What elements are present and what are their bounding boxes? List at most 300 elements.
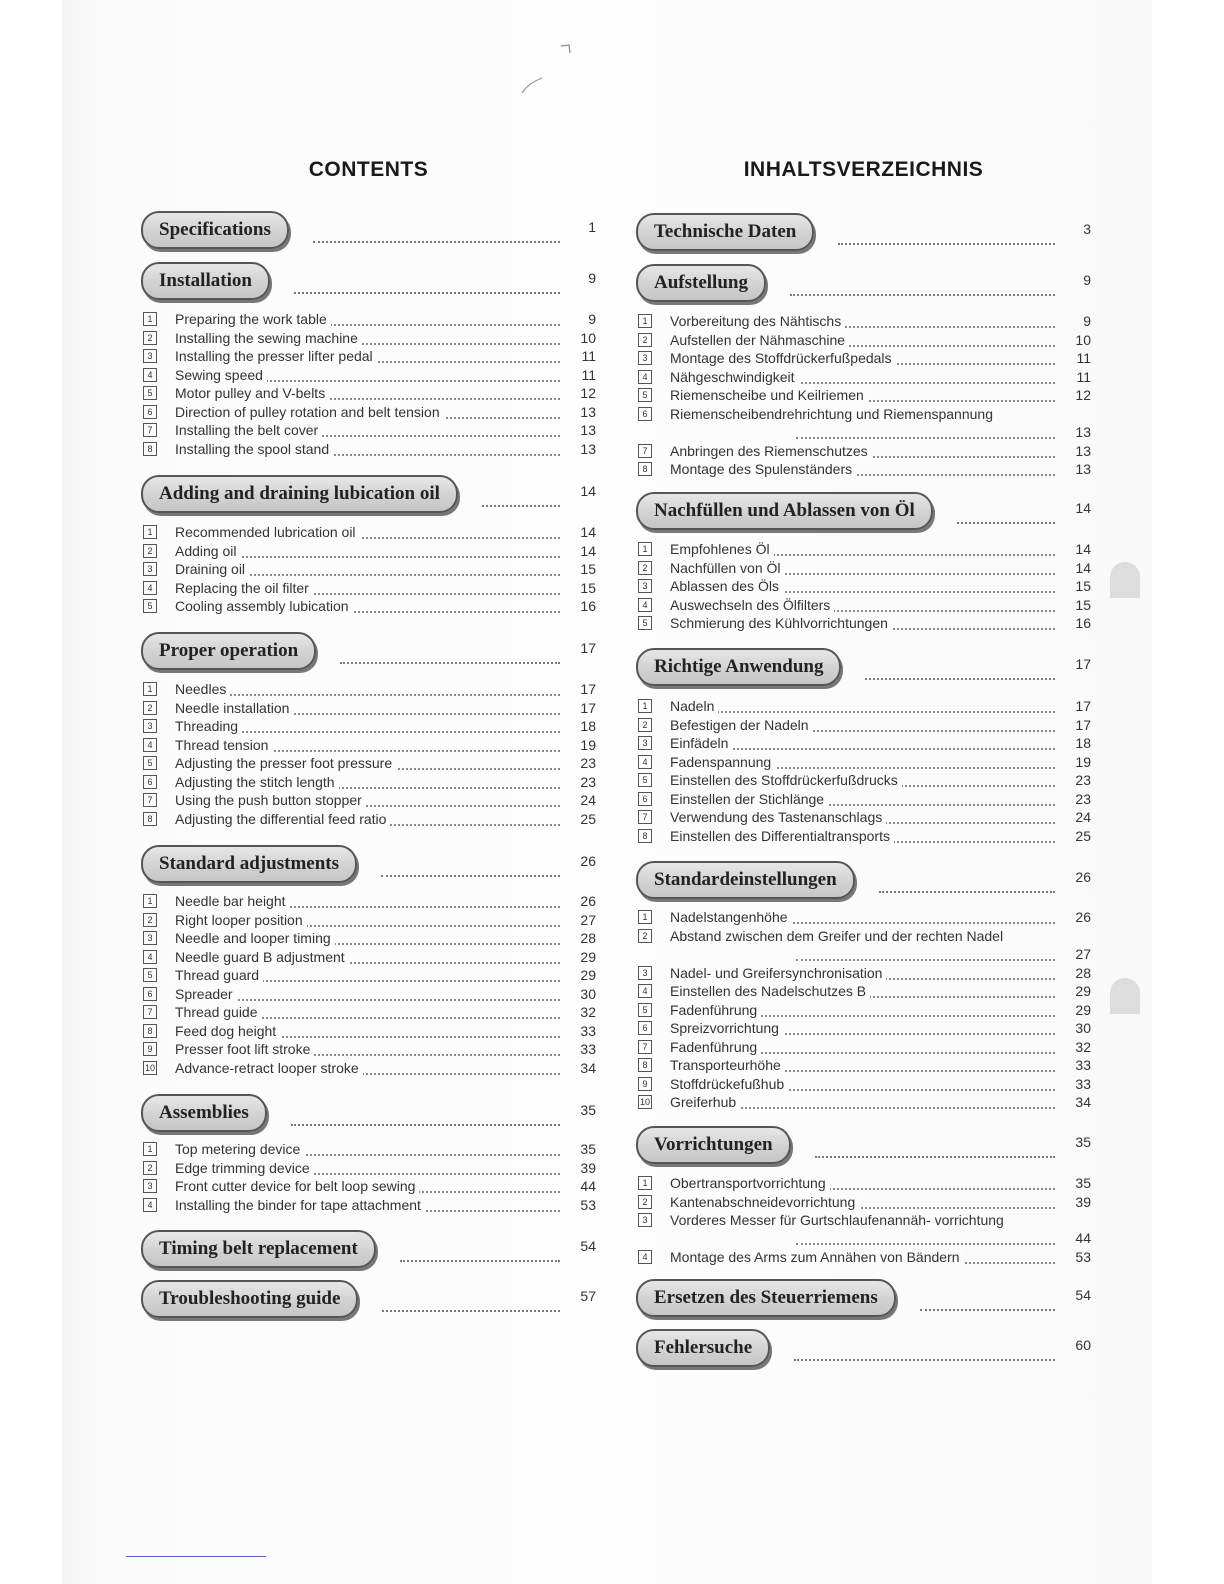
entry-title-text: Installing the binder for tape attachment — [175, 1197, 425, 1213]
toc-entry[interactable] — [141, 1140, 596, 1158]
entry-number-box: 4 — [638, 370, 652, 384]
entry-title — [175, 736, 272, 754]
leader-dots — [879, 867, 1055, 893]
toc-entry[interactable] — [141, 699, 596, 717]
entry-page-number: 11 — [1076, 368, 1091, 385]
entry-number-box: 1 — [638, 542, 652, 556]
entry-page-number: 26 — [580, 893, 596, 909]
entry-title-text: Thread guard — [175, 967, 263, 983]
toc-entry[interactable] — [636, 1093, 1091, 1111]
entry-number-box: 5 — [638, 773, 652, 787]
toc-entry[interactable] — [141, 1022, 596, 1040]
entry-page-number: 18 — [1075, 735, 1091, 751]
entry-page-number: 9 — [588, 311, 596, 327]
leader-dots — [382, 1286, 560, 1312]
entry-number-box: 6 — [638, 407, 652, 421]
toc-entry[interactable] — [141, 791, 596, 809]
section-title: Technische Daten — [636, 213, 814, 251]
toc-entry[interactable] — [636, 540, 1091, 558]
entry-page-number: 30 — [1075, 1020, 1091, 1036]
entry-number-box: 1 — [638, 910, 652, 924]
entry-title — [175, 366, 267, 384]
toc-entry[interactable] — [141, 347, 596, 365]
toc-entry[interactable] — [636, 753, 1091, 771]
entry-number-box: 10 — [144, 1062, 155, 1073]
entry-title — [175, 966, 263, 984]
entry-title-text: Motor pulley and V-belts — [175, 385, 329, 401]
entry-page-number: 15 — [1075, 578, 1091, 594]
entry-title — [670, 790, 828, 808]
entry-page-number: 11 — [581, 366, 596, 383]
entry-number-box: 3 — [638, 579, 652, 593]
toc-entry[interactable] — [141, 717, 596, 735]
entry-title — [175, 310, 331, 328]
entry-number-box: 5 — [638, 388, 652, 402]
entry-number-box: 8 — [638, 1058, 652, 1072]
section-page-number: 35 — [580, 1102, 596, 1118]
toc-entry[interactable] — [636, 790, 1091, 808]
entry-title — [670, 716, 813, 734]
entry-title — [175, 347, 377, 365]
entry-title — [175, 985, 237, 1003]
entry-title — [175, 1159, 314, 1177]
entry-title-text: Presser foot lift stroke — [175, 1041, 314, 1057]
entry-title-text: Replacing the oil filter — [175, 580, 313, 596]
entry-title-text: Ablassen des Öls — [670, 578, 783, 594]
entry-number-box: 6 — [638, 1021, 652, 1035]
entry-title — [670, 1056, 785, 1074]
toc-entry[interactable] — [636, 927, 1091, 963]
entry-title-text: Einstellen der Stichlänge — [670, 791, 828, 807]
entry-page-number: 13 — [1075, 423, 1091, 440]
entry-title — [670, 1248, 964, 1266]
entry-title — [175, 892, 290, 910]
entry-title-text: Greiferhub — [670, 1094, 740, 1110]
toc-entry[interactable] — [141, 560, 596, 578]
section-heading[interactable] — [141, 1230, 596, 1270]
entry-page-number: 10 — [580, 329, 596, 346]
section-heading[interactable] — [636, 1126, 1091, 1166]
entry-title — [670, 697, 718, 715]
toc-entry[interactable] — [636, 1056, 1091, 1074]
entry-title — [670, 614, 892, 632]
leader-dots — [920, 1285, 1055, 1311]
toc-entry[interactable] — [141, 366, 596, 384]
entry-page-number: 32 — [580, 1004, 596, 1020]
entry-page-number: 33 — [580, 1022, 596, 1039]
toc-entry[interactable] — [141, 523, 596, 541]
entry-page-number: 14 — [580, 524, 596, 540]
section-heading[interactable] — [141, 632, 596, 672]
entry-page-number: 33 — [1075, 1075, 1091, 1092]
entry-title — [670, 1038, 761, 1056]
entry-title — [670, 1093, 740, 1111]
entry-title — [670, 1075, 788, 1093]
entry-title — [670, 405, 1060, 423]
toc-entry[interactable] — [141, 929, 596, 947]
section-heading[interactable] — [636, 264, 1091, 304]
leader-dots — [291, 1100, 560, 1126]
entry-title — [670, 312, 845, 330]
entry-title — [670, 386, 868, 404]
entry-title — [175, 1003, 262, 1021]
entry-number-box: 5 — [143, 756, 157, 770]
entry-title-text: Needles — [175, 681, 230, 697]
entry-title-text: Montage des Spulenständers — [670, 461, 856, 477]
toc-entry[interactable] — [636, 405, 1091, 441]
entry-title-text: Adjusting the stitch length — [175, 774, 339, 790]
entry-title — [175, 810, 390, 828]
toc-entry[interactable] — [141, 421, 596, 439]
entry-page-number: 33 — [1075, 1057, 1091, 1073]
section-title: Timing belt replacement — [141, 1230, 376, 1268]
toc-entry[interactable] — [141, 579, 596, 597]
section-title: Aufstellung — [636, 264, 766, 302]
entry-title-text: Installing the belt cover — [175, 422, 322, 438]
entry-page-number: 23 — [1075, 790, 1091, 807]
entry-page-number: 27 — [1075, 945, 1091, 962]
leader-dots — [670, 697, 1055, 713]
entry-page-number: 39 — [1075, 1193, 1091, 1210]
entry-title-text: Thread tension — [175, 737, 272, 753]
toc-entry[interactable] — [636, 808, 1091, 826]
entry-page-number: 15 — [580, 561, 596, 577]
entry-title — [175, 929, 335, 947]
entry-title-text: Riemenscheibe und Keilriemen — [670, 387, 868, 403]
section-page-number: 26 — [580, 853, 596, 869]
entry-number-box: 2 — [638, 929, 652, 943]
toc-entry[interactable] — [636, 1019, 1091, 1037]
section-heading[interactable] — [636, 213, 1091, 253]
entry-number-box: 6 — [143, 775, 157, 789]
entry-number-box: 7 — [143, 1005, 157, 1019]
toc-entry[interactable] — [636, 349, 1091, 367]
entry-page-number: 16 — [580, 598, 596, 614]
entry-title — [670, 559, 785, 577]
entry-title-text: Empfohlenes Öl — [670, 541, 774, 557]
entry-title-text: Fadenführung — [670, 1002, 761, 1018]
section-heading[interactable] — [141, 262, 596, 302]
entry-number-box: 4 — [638, 1250, 652, 1264]
entry-page-number: 9 — [1083, 313, 1091, 329]
toc-entry[interactable] — [141, 810, 596, 828]
toc-entry[interactable] — [141, 1040, 596, 1058]
entry-title — [670, 460, 856, 478]
entry-number-box: 2 — [143, 331, 157, 345]
toc-entry[interactable] — [141, 597, 596, 615]
entry-page-number: 13 — [1075, 461, 1091, 477]
entry-page-number: 34 — [1075, 1094, 1091, 1110]
toc-entry[interactable] — [636, 559, 1091, 577]
entry-number-box: 8 — [638, 462, 652, 476]
toc-entry[interactable] — [636, 1248, 1091, 1266]
toc-entry[interactable] — [141, 754, 596, 772]
entry-title — [175, 579, 313, 597]
toc-entry[interactable] — [636, 1174, 1091, 1192]
entry-title-text: Top metering device — [175, 1141, 304, 1157]
entry-page-number: 39 — [580, 1159, 596, 1176]
entry-number-box: 3 — [143, 562, 157, 576]
entry-page-number: 35 — [580, 1141, 596, 1157]
entry-title — [670, 442, 872, 460]
entry-number-box: 5 — [143, 386, 157, 400]
entry-page-number: 18 — [580, 718, 596, 734]
entry-title-text: Preparing the work table — [175, 311, 331, 327]
entry-page-number: 33 — [580, 1041, 596, 1057]
entry-title — [670, 1193, 859, 1211]
entry-page-number: 15 — [580, 579, 596, 596]
entry-number-box: 2 — [638, 1195, 652, 1209]
toc-entry[interactable] — [636, 1038, 1091, 1056]
entry-title — [175, 421, 322, 439]
entry-page-number: 24 — [1075, 809, 1091, 825]
entry-number-box: 6 — [143, 987, 157, 1001]
entry-title-text: Threading — [175, 718, 242, 734]
entry-title — [670, 1001, 761, 1019]
toc-entry[interactable] — [636, 331, 1091, 349]
entry-title — [670, 908, 792, 926]
toc-entry[interactable] — [636, 982, 1091, 1000]
entry-title-text: Nachfüllen von Öl — [670, 560, 785, 576]
entry-title — [175, 329, 362, 347]
section-heading[interactable] — [636, 1329, 1091, 1369]
leader-dots — [838, 219, 1055, 245]
section-title: Standard adjustments — [141, 845, 357, 883]
toc-entry[interactable] — [141, 329, 596, 347]
toc-entry[interactable] — [636, 596, 1091, 614]
toc-entry[interactable] — [141, 440, 596, 458]
toc-entry[interactable] — [636, 827, 1091, 845]
toc-entry[interactable] — [636, 734, 1091, 752]
section-heading[interactable] — [636, 1279, 1091, 1319]
entry-number-box: 4 — [638, 984, 652, 998]
entry-title-text: Needle bar height — [175, 893, 290, 909]
entry-number-box: 4 — [638, 755, 652, 769]
entry-number-box: 3 — [143, 931, 157, 945]
toc-entry[interactable] — [141, 384, 596, 402]
entry-page-number: 10 — [1075, 331, 1091, 348]
section-page-number: 3 — [1083, 221, 1091, 237]
entry-title — [175, 403, 444, 421]
section-title: Richtige Anwendung — [636, 648, 841, 686]
toc-entry[interactable] — [141, 310, 596, 328]
entry-page-number: 44 — [1075, 1230, 1091, 1246]
entry-title — [175, 523, 360, 541]
entry-number-box: 4 — [638, 598, 652, 612]
entry-title — [670, 577, 783, 595]
entry-number-box: 3 — [638, 736, 652, 750]
entry-page-number: 44 — [580, 1178, 596, 1194]
toc-entry[interactable] — [636, 442, 1091, 460]
entry-number-box: 4 — [143, 950, 157, 964]
toc-entry[interactable] — [636, 1001, 1091, 1019]
entry-page-number: 14 — [1075, 541, 1091, 557]
toc-entry[interactable] — [636, 964, 1091, 982]
toc-entry[interactable] — [141, 1003, 596, 1021]
toc-entry[interactable] — [141, 892, 596, 910]
section-heading[interactable] — [636, 492, 1091, 532]
leader-dots — [865, 654, 1055, 680]
toc-entry[interactable] — [141, 948, 596, 966]
entry-title — [175, 542, 241, 560]
entry-title — [175, 911, 307, 929]
entry-title — [175, 1140, 304, 1158]
entry-title-text: Montage des Stoffdrückerfußpedals — [670, 350, 896, 366]
entry-title-text: Right looper position — [175, 912, 307, 928]
section-title: Nachfüllen und Ablassen von Öl — [636, 492, 933, 530]
leader-dots — [482, 481, 560, 507]
toc-entry[interactable] — [636, 577, 1091, 595]
toc-entry[interactable] — [141, 1159, 596, 1177]
section-page-number: 1 — [588, 219, 596, 235]
entry-page-number: 23 — [580, 773, 596, 790]
entry-title — [175, 699, 293, 717]
toc-entry[interactable] — [636, 312, 1091, 330]
entry-number-box: 3 — [638, 1213, 652, 1227]
entry-number-box: 1 — [143, 894, 157, 908]
entry-title-text: Verwendung des Tastenanschlags — [670, 809, 886, 825]
entry-title — [670, 1211, 1060, 1229]
toc-entry[interactable] — [141, 1196, 596, 1214]
toc-entry[interactable] — [141, 1059, 596, 1077]
entry-page-number: 29 — [1075, 983, 1091, 999]
entry-title-text: Transporteurhöhe — [670, 1057, 785, 1073]
entry-title — [175, 948, 349, 966]
entry-page-number: 13 — [580, 422, 596, 438]
binder-hole — [1110, 978, 1140, 1014]
entry-title-text: Adjusting the presser foot pressure — [175, 755, 396, 771]
entry-title-text: Installing the presser lifter pedal — [175, 348, 377, 364]
entry-title — [670, 927, 1060, 945]
binder-hole — [1110, 562, 1140, 598]
entry-number-box: 2 — [638, 718, 652, 732]
section-heading[interactable] — [141, 211, 596, 251]
toc-entry[interactable] — [141, 736, 596, 754]
entry-number-box: 6 — [143, 405, 157, 419]
entry-page-number: 53 — [1075, 1249, 1091, 1265]
entry-title — [175, 597, 353, 615]
entry-title — [175, 384, 329, 402]
entry-title — [175, 440, 333, 458]
entry-title — [670, 368, 799, 386]
leader-dots — [313, 217, 560, 243]
toc-entry[interactable] — [636, 716, 1091, 734]
entry-title — [670, 734, 732, 752]
toc-entry[interactable] — [636, 614, 1091, 632]
section-title: Assemblies — [141, 1094, 267, 1132]
toc-entry[interactable] — [141, 966, 596, 984]
entry-title — [670, 808, 886, 826]
entry-title — [670, 964, 886, 982]
section-heading[interactable] — [141, 1094, 596, 1134]
leader-dots — [794, 1335, 1055, 1361]
section-title: Standardeinstellungen — [636, 861, 855, 899]
entry-number-box: 2 — [143, 913, 157, 927]
entry-page-number: 16 — [1075, 615, 1091, 631]
entry-number-box: 4 — [143, 738, 157, 752]
toc-entry[interactable] — [636, 1193, 1091, 1211]
entry-number-box: 1 — [638, 314, 652, 328]
leader-dots — [400, 1236, 560, 1262]
entry-title — [175, 1177, 419, 1195]
entry-title-text: Direction of pulley rotation and belt tension — [175, 404, 444, 420]
toc-entry[interactable] — [636, 368, 1091, 386]
entry-page-number: 29 — [1075, 1001, 1091, 1018]
entry-number-box: 5 — [143, 599, 157, 613]
section-page-number: 14 — [580, 483, 596, 499]
entry-number-box: 5 — [638, 616, 652, 630]
entry-number-box: 1 — [638, 1176, 652, 1190]
entry-title — [670, 827, 894, 845]
entry-title-text: Installing the spool stand — [175, 441, 333, 457]
toc-entry[interactable] — [141, 985, 596, 1003]
entry-title-text: Adding oil — [175, 543, 241, 559]
leader-dots — [796, 1229, 1055, 1245]
entry-number-box: 5 — [143, 968, 157, 982]
toc-entry[interactable] — [141, 911, 596, 929]
toc-entry[interactable] — [636, 460, 1091, 478]
toc-entry[interactable] — [636, 1211, 1091, 1247]
entry-title-text: Fadenspannung — [670, 754, 775, 770]
entry-title-text: Vorderes Messer für Gurtschlaufenannäh- vorrichtung — [670, 1212, 1008, 1228]
entry-page-number: 12 — [1075, 387, 1091, 403]
scan-mark — [520, 75, 544, 95]
toc-entry[interactable] — [636, 697, 1091, 715]
section-page-number: 26 — [1075, 869, 1091, 885]
toc-entry[interactable] — [636, 908, 1091, 926]
section-title: Adding and draining lubication oil — [141, 475, 458, 513]
section-heading[interactable] — [636, 861, 1091, 901]
section-page-number: 57 — [580, 1288, 596, 1304]
toc-entry[interactable] — [141, 403, 596, 421]
entry-number-box: 2 — [143, 701, 157, 715]
entry-number-box: 8 — [638, 829, 652, 843]
entry-title-text: Einstellen des Nadelschutzes B — [670, 983, 870, 999]
leader-dots — [796, 945, 1055, 961]
section-heading[interactable] — [636, 648, 1091, 688]
leader-dots — [957, 498, 1055, 524]
section-heading[interactable] — [141, 1280, 596, 1320]
entry-title-text: Spreizvorrichtung — [670, 1020, 783, 1036]
entry-page-number: 30 — [580, 985, 596, 1002]
footer-rule — [126, 1556, 266, 1557]
entry-title-text: Edge trimming device — [175, 1160, 314, 1176]
toc-entry[interactable] — [636, 771, 1091, 789]
toc-entry[interactable] — [141, 773, 596, 791]
entry-title — [175, 1196, 425, 1214]
toc-entry[interactable] — [636, 386, 1091, 404]
toc-entry[interactable] — [141, 542, 596, 560]
entry-page-number: 34 — [580, 1059, 596, 1076]
entry-title-text: Recommended lubrication oil — [175, 524, 360, 540]
entry-title — [175, 1040, 314, 1058]
section-title: Fehlersuche — [636, 1329, 770, 1367]
toc-entry[interactable] — [141, 1177, 596, 1195]
toc-entry[interactable] — [636, 1075, 1091, 1093]
entry-number-box: 5 — [638, 1003, 652, 1017]
entry-title — [670, 1174, 830, 1192]
entry-number-box: 6 — [638, 792, 652, 806]
entry-title-text: Befestigen der Nadeln — [670, 717, 813, 733]
entry-page-number: 11 — [581, 348, 596, 364]
entry-number-box: 2 — [143, 1161, 157, 1175]
section-title: Proper operation — [141, 632, 316, 670]
entry-page-number: 17 — [580, 699, 596, 716]
toc-entry[interactable] — [141, 680, 596, 698]
entry-title-text: Fadenführung — [670, 1039, 761, 1055]
section-heading[interactable] — [141, 475, 596, 515]
section-heading[interactable] — [141, 845, 596, 885]
